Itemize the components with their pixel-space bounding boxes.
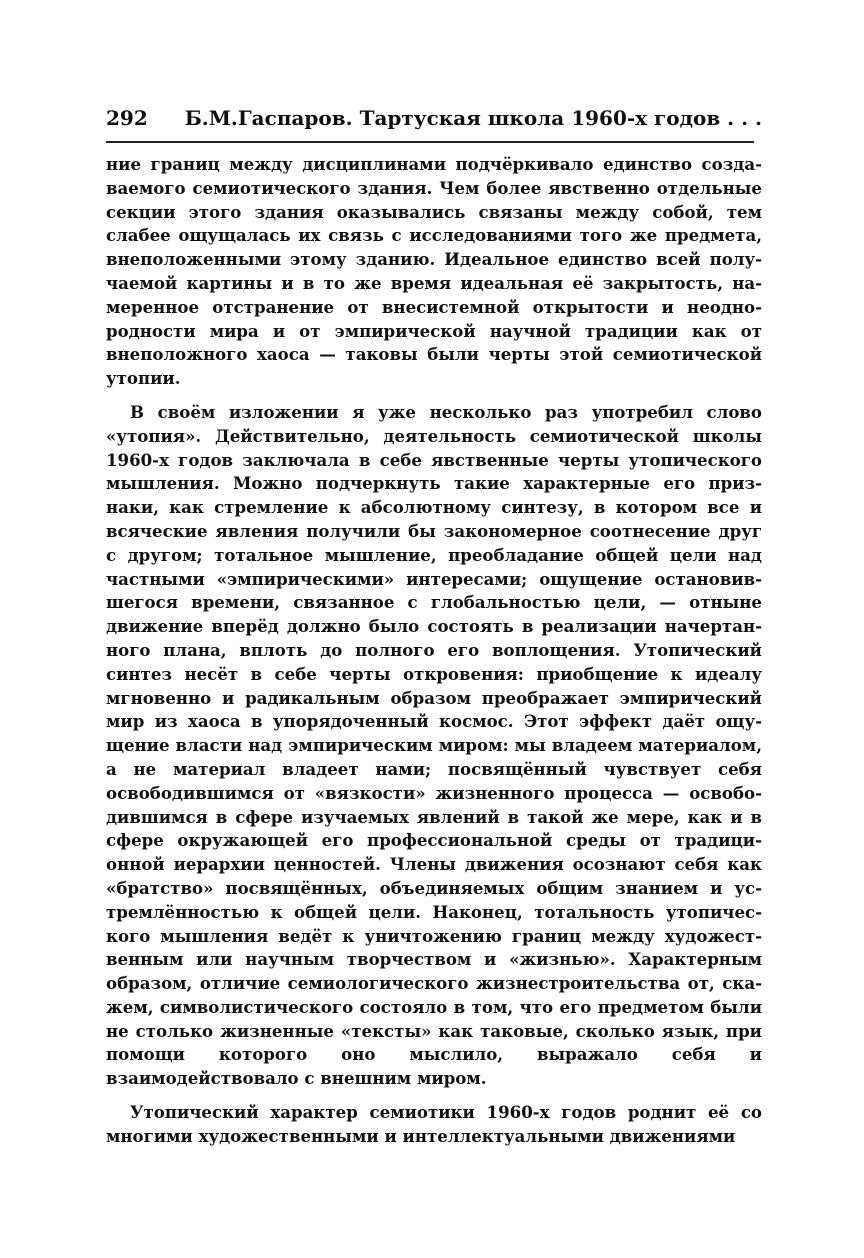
book-page — [106, 103, 762, 1149]
header-rule — [106, 141, 754, 143]
paragraph-utopia: В своём изложении я уже несколько раз употребил слово «утопия». Действительно, деятельность семиотической школы 1960-х годов заключала в себе явственные черты утопического мышления. Можно подчеркнуть такие характерные его признаки, как стремление к абсолютному синтезу, в котором все и всяческие явления получили бы закономерное соотнесение друг с другом; тотальное мышление, преобладание общей цели над частными «эмпирическими» интересами; ощущение остановившегося времени, связанное с глобальностью цели, — отныне движение вперёд должно было состоять в реализации начертанного плана, вплоть до полного его воплощения. Утопический синтез несёт в себе черты откровения: приобщение к идеалу мгновенно и радикальным образом преображает эмпирический мир из хаоса в упорядоченный космос. Этот эффект даёт ощущение власти над эмпирическим миром: мы владеем материалом, а не материал владеет нами; посвящённый чувствует себя освободившимся от «вязкости» жизненного процесса — освободившимся в сфере изучаемых явлений в такой же мере, как и в сфере окружающей его профессиональной среды от традиционной иерархии ценностей. Члены движения осознают себя как «братство» посвящённых, объединяемых общим знанием и устремлённостью к общей цели. Наконец, тотальность утопического мышления ведёт к уничтожению границ между художественным или научным творчеством и «жизнью». Характерным образом, отличие семиологического жизнестроительства от, скажем, символистического состояло в том, что его предметом были не столько жизненные «тексты» как таковые, сколько язык, при помощи которого оно мыслило, выражало себя и взаимодействовало с внешним миром. — [106, 401, 762, 1089]
page-number: 292 — [106, 106, 148, 130]
running-head — [106, 103, 762, 133]
paragraph-continued: ние границ между дисциплинами подчёркивало единство создаваемого семиотического здания. Чем более явственно отдельные секции этого здания оказывались связаны между собой, тем слабее ощущалась их связь с исследованиями того же предмета, внеположенными этому зданию. Идеальное единство всей получаемой картины и в то же время идеальная её закрытость, намеренное отстранение от внесистемной открытости и неоднородности мира и от эмпирической научной традиции как от внеположного хаоса — таковы были черты этой семиотической утопии. — [106, 154, 762, 389]
running-title: Б.М.Гаспаров. Тартуская школа 1960-х годов . . . — [184, 106, 762, 130]
body-text — [106, 153, 762, 1149]
paragraph-utopian-character: Утопический характер семиотики 1960-х годов роднит её со многими художественными и интеллектуальными движениями — [106, 1102, 762, 1146]
